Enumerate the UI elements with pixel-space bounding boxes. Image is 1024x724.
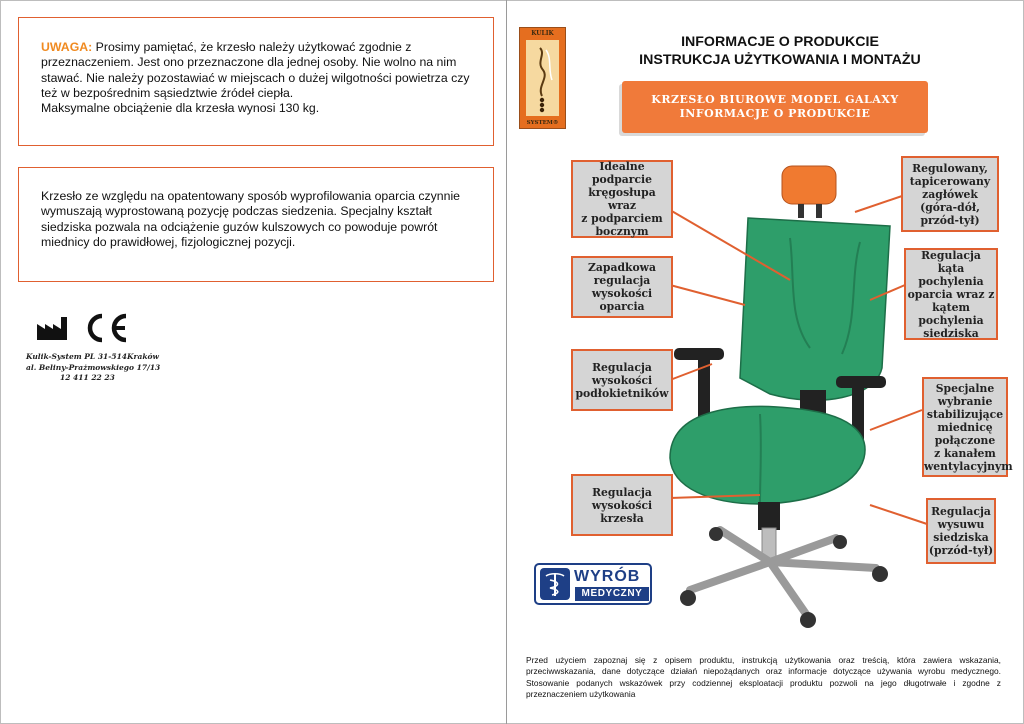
callout-line: z podparciem bbox=[581, 212, 663, 225]
callout-line: siedziska bbox=[923, 326, 979, 340]
warning-label: UWAGA: bbox=[41, 40, 93, 54]
warning-line: Maksymalne obciążenie dla krzesła wynosi 130 kg. bbox=[41, 101, 320, 116]
callout-line: (przód-tył) bbox=[928, 544, 994, 557]
callout-line: wysuwu bbox=[937, 518, 985, 531]
warning-box bbox=[18, 17, 494, 146]
medical-device-badge bbox=[534, 563, 652, 605]
info-line: miednicy do prawidłowej, fizjologicznej pozycji. bbox=[41, 234, 296, 249]
warning-line: przeznaczeniem. Jest ono przeznaczone dla jednej osoby. Nie wolno na nim bbox=[41, 55, 457, 70]
address-line: al. Beliny-Prażmowskiego 17/13 bbox=[26, 362, 161, 372]
callout-line: Regulacja kąta bbox=[921, 248, 981, 275]
callout-backrest-height bbox=[571, 256, 673, 318]
callout-line: Regulacja bbox=[931, 505, 991, 518]
caduceus-icon bbox=[540, 568, 570, 600]
callout-line: wysokości bbox=[591, 498, 653, 512]
ce-mark-icon bbox=[80, 312, 130, 344]
callout-line: oparcia bbox=[599, 300, 645, 313]
document-title bbox=[600, 33, 960, 69]
callout-line: krzesła bbox=[600, 511, 644, 525]
callout-line: Regulacja bbox=[592, 360, 652, 374]
info-line: siedziska pozwala na odciążenie guzów kulszowych co powoduje powrót bbox=[41, 219, 438, 234]
callout-line: Regulacja bbox=[592, 485, 652, 499]
callout-line: zagłówek bbox=[922, 187, 978, 201]
callout-line: kręgosłupa wraz bbox=[588, 186, 656, 212]
callout-line: wentylacyjnym bbox=[924, 459, 1013, 473]
logo-bottom-text: SYSTEM® bbox=[526, 120, 559, 126]
kulik-system-logo bbox=[519, 27, 566, 129]
usage-disclaimer: Przed użyciem zapoznaj się z opisem produktu, instrukcją użytkowania oraz treścią, która zawiera wskazania, przeciwwskazania, dane dotyczące działań niepożądanych oraz informacje dotyczące używania wyrobu medycznego. Stosowanie podanych wskazówek przy codziennej eksploatacji produktu pozwoli na jego długotrwałe i zgodne z przeznaczeniem użytkowania bbox=[526, 655, 1001, 700]
callout-line: bocznym bbox=[595, 225, 649, 238]
model-banner bbox=[622, 81, 928, 133]
spine-figure-icon bbox=[526, 40, 559, 116]
callout-line: Regulowany, bbox=[912, 161, 988, 175]
page-fold-divider bbox=[506, 0, 507, 724]
title-line: INSTRUKCJA UŻYTKOWANIA I MONTAŻU bbox=[639, 52, 921, 68]
callout-line: przód-tył) bbox=[920, 213, 980, 227]
callout-line: stabilizujące bbox=[926, 407, 1004, 421]
address-phone: 12 411 22 23 bbox=[60, 373, 115, 382]
banner-line: KRZESŁO BIUROWE MODEL GALAXY bbox=[651, 93, 899, 106]
manufacturer-address bbox=[26, 352, 160, 384]
callout-line: pochylenia bbox=[918, 313, 984, 327]
callout-line: Idealne bbox=[599, 160, 645, 173]
callout-chair-height bbox=[571, 474, 673, 536]
badge-subtitle: MEDYCZNY bbox=[575, 587, 649, 601]
product-info-box bbox=[18, 167, 494, 282]
badge-title: WYRÓB bbox=[574, 568, 641, 585]
callout-tilt-angle bbox=[904, 248, 998, 340]
callout-line: Zapadkowa bbox=[588, 261, 656, 274]
title-line: INFORMACJE O PRODUKCIE bbox=[681, 34, 879, 50]
info-line: wymuszają wyprostowaną pozycję podczas siedzenia. Specjalny kształt bbox=[41, 204, 432, 219]
certification-marks bbox=[36, 312, 130, 344]
callout-line: (góra-dół, bbox=[920, 200, 980, 214]
callout-line: oparcia wraz z bbox=[907, 287, 995, 301]
callout-line: tapicerowany bbox=[909, 174, 991, 188]
callout-line: połączone bbox=[934, 433, 996, 447]
callout-line: pochylenia bbox=[918, 274, 984, 288]
callout-line: miednicę bbox=[937, 420, 993, 434]
callout-line: wysokości bbox=[591, 373, 653, 387]
callout-line: siedziska bbox=[933, 531, 989, 544]
warning-line: stawać. Nie należy pozostawiać w miejscach o dużej wilgotności powietrza czy bbox=[41, 70, 470, 85]
callout-seat-slide bbox=[926, 498, 996, 564]
warning-line: Prosimy pamiętać, że krzesło należy użytkować zgodnie z bbox=[92, 40, 412, 54]
callout-line: Specjalne bbox=[935, 381, 995, 395]
callout-line: wybranie bbox=[937, 394, 993, 408]
warning-text bbox=[41, 40, 481, 116]
logo-top-text: KULIK bbox=[531, 30, 554, 37]
address-line: Kulik-System PL 31-514Kraków bbox=[26, 352, 160, 361]
callout-armrest-height bbox=[571, 349, 673, 411]
manufacturer-factory-icon bbox=[36, 315, 70, 341]
callout-line: podłokietników bbox=[575, 386, 669, 400]
callout-spine-support bbox=[571, 160, 673, 238]
callout-line: kątem bbox=[932, 300, 970, 314]
warning-line: też w bezpośrednim sąsiedztwie źródeł ciepła. bbox=[41, 85, 294, 100]
callout-line: regulacja bbox=[593, 274, 651, 287]
callout-pelvis-cutout bbox=[922, 377, 1013, 477]
callout-line: z kanałem bbox=[934, 446, 996, 460]
callout-line: wysokości bbox=[591, 287, 653, 300]
product-info-text bbox=[41, 189, 481, 250]
callout-line: podparcie bbox=[591, 173, 653, 186]
info-line: Krzesło ze względu na opatentowany sposób wyprofilowania oparcia czynnie bbox=[41, 189, 461, 203]
banner-line: INFORMACJE O PRODUKCIE bbox=[679, 106, 871, 120]
callout-headrest bbox=[901, 156, 999, 232]
